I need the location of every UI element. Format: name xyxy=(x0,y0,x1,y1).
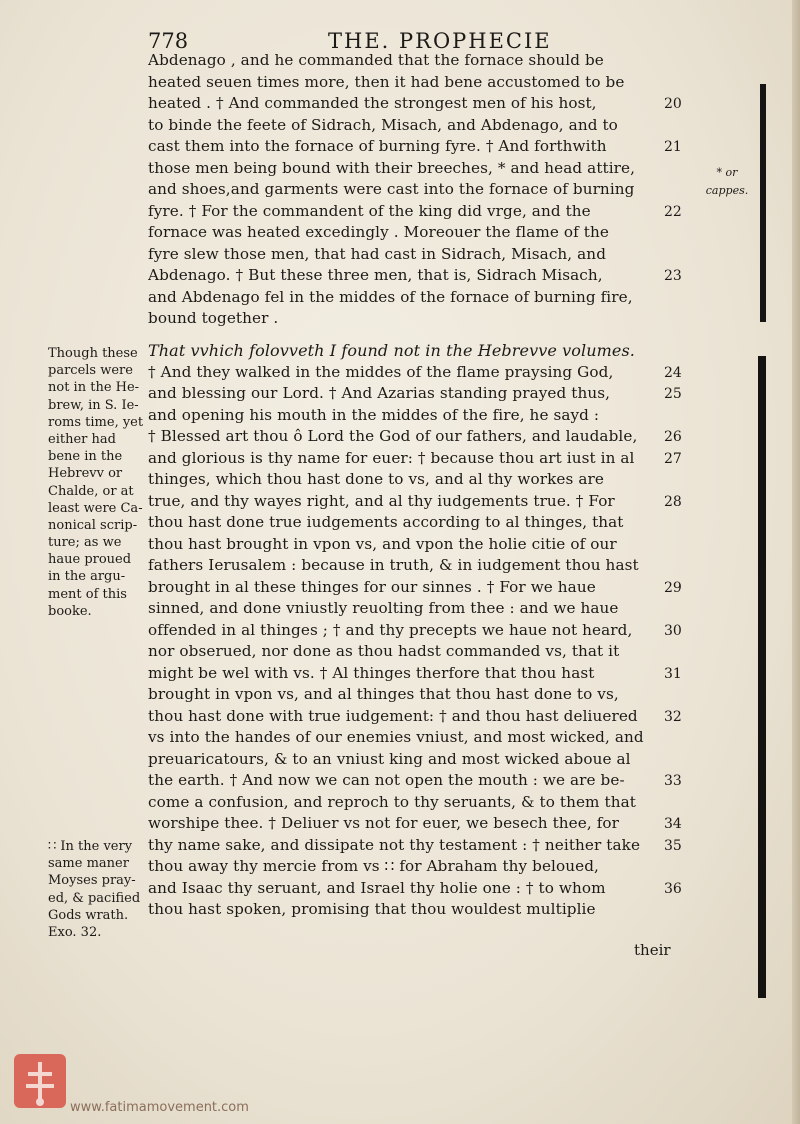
text-line: and blessing our Lord. † And Azarias standing prayed thus, xyxy=(148,384,611,402)
text-line: bound together . xyxy=(148,309,279,327)
verse-number: 35 xyxy=(664,837,682,854)
text-block-a xyxy=(148,50,688,330)
verse-number: 30 xyxy=(664,622,682,639)
text-line: sinned, and done vniustly reuolting from thee : and we haue xyxy=(148,599,619,617)
margin-note-line: same maner xyxy=(48,856,129,872)
margin-note-line: Moyses pray- xyxy=(48,873,136,889)
margin-note-line: ∷ In the very xyxy=(48,839,133,854)
text-line: worshipe thee. † Deliuer vs not for euer, we besech thee, for xyxy=(148,814,620,832)
verse-number: 24 xyxy=(664,364,682,381)
running-title: THE. PROPHECIE xyxy=(328,29,552,53)
section-heading: That vvhich folovveth I found not in the Hebrevve volumes. xyxy=(148,340,635,360)
margin-note-line: nonical scrip- xyxy=(48,517,138,533)
margin-note-line: Though these xyxy=(48,346,138,361)
text-line: preuaricatours, & to an vniust king and most wicked aboue al xyxy=(148,749,631,768)
main-text xyxy=(148,50,688,921)
text-line: and opening his mouth in the middes of the fire, he sayd : xyxy=(148,405,600,424)
verse-number: 31 xyxy=(664,665,682,682)
verse-number: 23 xyxy=(664,268,682,284)
text-line: vs into the handes of our enemies vniust, and most wicked, and xyxy=(148,728,644,746)
left-margin-note-2 xyxy=(48,838,156,941)
text-line: thou hast done true iudgements according to al thinges, that xyxy=(148,513,624,531)
verse-number: 22 xyxy=(664,203,682,220)
left-margin-note-1 xyxy=(48,345,156,620)
text-line: offended in al thinges ; † and thy precepts we haue not heard, xyxy=(148,620,633,639)
text-line: † Blessed art thou ô Lord the God of our fathers, and laudable, xyxy=(148,427,638,445)
site-logo-icon xyxy=(12,1052,68,1112)
verse-number: 21 xyxy=(664,139,682,155)
margin-note-line: Chalde, or at xyxy=(48,483,134,499)
margin-note-line: brew, in S. Ie- xyxy=(48,397,139,413)
catchword: their xyxy=(634,941,671,959)
margin-note-line: not in the He- xyxy=(48,380,140,396)
margin-note-line: ed, & pacified xyxy=(48,890,141,906)
right-margin-note xyxy=(702,164,752,200)
verse-number: 36 xyxy=(664,880,682,897)
binding-shadow-top xyxy=(760,84,766,322)
text-line: true, and thy wayes right, and al thy iudgements true. † For xyxy=(148,491,615,510)
text-line: Abdenago. † But these three men, that is, Sidrach Misach, xyxy=(148,266,603,284)
text-line: † And they walked in the middes of the flame praysing God, xyxy=(148,362,614,381)
margin-note-line: ment of this xyxy=(48,586,127,602)
text-line: those men being bound with their breeches, * and head attire, xyxy=(148,158,636,177)
text-block-b xyxy=(148,362,688,921)
text-line: and Abdenago fel in the middes of the fornace of burning fire, xyxy=(148,287,633,306)
margin-note-line: parcels were xyxy=(48,363,133,379)
margin-note-line: Gods wrath. xyxy=(48,907,129,923)
margin-note-line: booke. xyxy=(48,603,92,619)
website-url: www.fatimamovement.com xyxy=(70,1100,249,1115)
margin-note-line: in the argu- xyxy=(48,569,126,585)
text-line: thou away thy mercie from vs ∷ for Abraham thy beloued, xyxy=(148,857,599,875)
text-line: heated . † And commanded the strongest men of his host, xyxy=(148,94,597,112)
verse-number: 33 xyxy=(664,773,682,789)
text-line: nor obserued, nor done as thou hadst commanded vs, that it xyxy=(148,642,620,660)
verse-number: 29 xyxy=(664,579,682,596)
text-line: thou hast done with true iudgement: † and thou hast deliuered xyxy=(148,706,638,725)
verse-number: 26 xyxy=(664,429,682,445)
text-line: and glorious is thy name for euer: † because thou art iust in al xyxy=(148,448,635,467)
text-line: thou hast brought in vpon vs, and vpon the holie citie of our xyxy=(148,534,617,553)
margin-note-line: bene in the xyxy=(48,449,123,465)
text-line: come a confusion, and reproch to thy seruants, & to them that xyxy=(148,792,636,811)
text-line: and Isaac thy seruant, and Israel thy holie one : † to whom xyxy=(148,878,606,897)
text-line: thy name sake, and dissipate not thy testament : † neither take xyxy=(148,835,641,854)
text-line: brought in al these thinges for our sinnes . † For we haue xyxy=(148,577,596,596)
margin-note-line: Exo. 32. xyxy=(48,924,102,940)
verse-number: 27 xyxy=(664,450,682,467)
binding-shadow-bottom xyxy=(758,356,766,998)
text-line: Abdenago , and he commanded that the fornace should be xyxy=(148,51,604,69)
verse-number: 20 xyxy=(664,96,682,112)
verse-number: 28 xyxy=(664,493,682,510)
text-line: and shoes,and garments were cast into the fornace of burning xyxy=(148,180,635,198)
text-line: thou hast spoken, promising that thou wouldest multiplie xyxy=(148,900,596,918)
verse-number: 32 xyxy=(664,708,682,725)
text-line: thinges, which thou hast done to vs, and al thy workes are xyxy=(148,470,604,488)
text-line: fornace was heated excedingly . Moreouer the flame of the xyxy=(148,223,609,241)
text-line: brought in vpon vs, and al thinges that thou hast done to vs, xyxy=(148,685,619,703)
text-line: fyre. † For the commandent of the king did vrge, and the xyxy=(148,201,591,220)
text-line: fathers Ierusalem : because in truth, & in iudgement thou hast xyxy=(148,556,639,574)
text-line: to binde the feete of Sidrach, Misach, and Abdenago, and to xyxy=(148,115,618,134)
margin-note-line: ture; as we xyxy=(48,535,122,551)
text-line: cast them into the fornace of burning fyre. † And forthwith xyxy=(148,137,607,155)
text-line: the earth. † And now we can not open the mouth : we are be- xyxy=(148,771,625,789)
margin-note-line: least were Ca- xyxy=(48,500,143,516)
text-line: fyre slew those men, that had cast in Sidrach, Misach, and xyxy=(148,244,607,263)
verse-number: 25 xyxy=(664,386,682,402)
text-line: heated seuen times more, then it had bene accustomed to be xyxy=(148,72,625,91)
text-line: might be wel with vs. † Al thinges therfore that thou hast xyxy=(148,663,595,682)
margin-note-line: roms time, yet xyxy=(48,414,144,430)
right-note-line: cappes. xyxy=(705,184,749,197)
page-edge xyxy=(792,0,800,1124)
verse-number: 34 xyxy=(664,816,682,832)
margin-note-line: either had xyxy=(48,431,116,447)
right-note-line: * or xyxy=(716,166,738,179)
margin-note-line: haue proued xyxy=(48,552,132,568)
margin-note-line: Hebrevv or xyxy=(48,466,123,482)
page-number: 778 xyxy=(148,29,189,53)
